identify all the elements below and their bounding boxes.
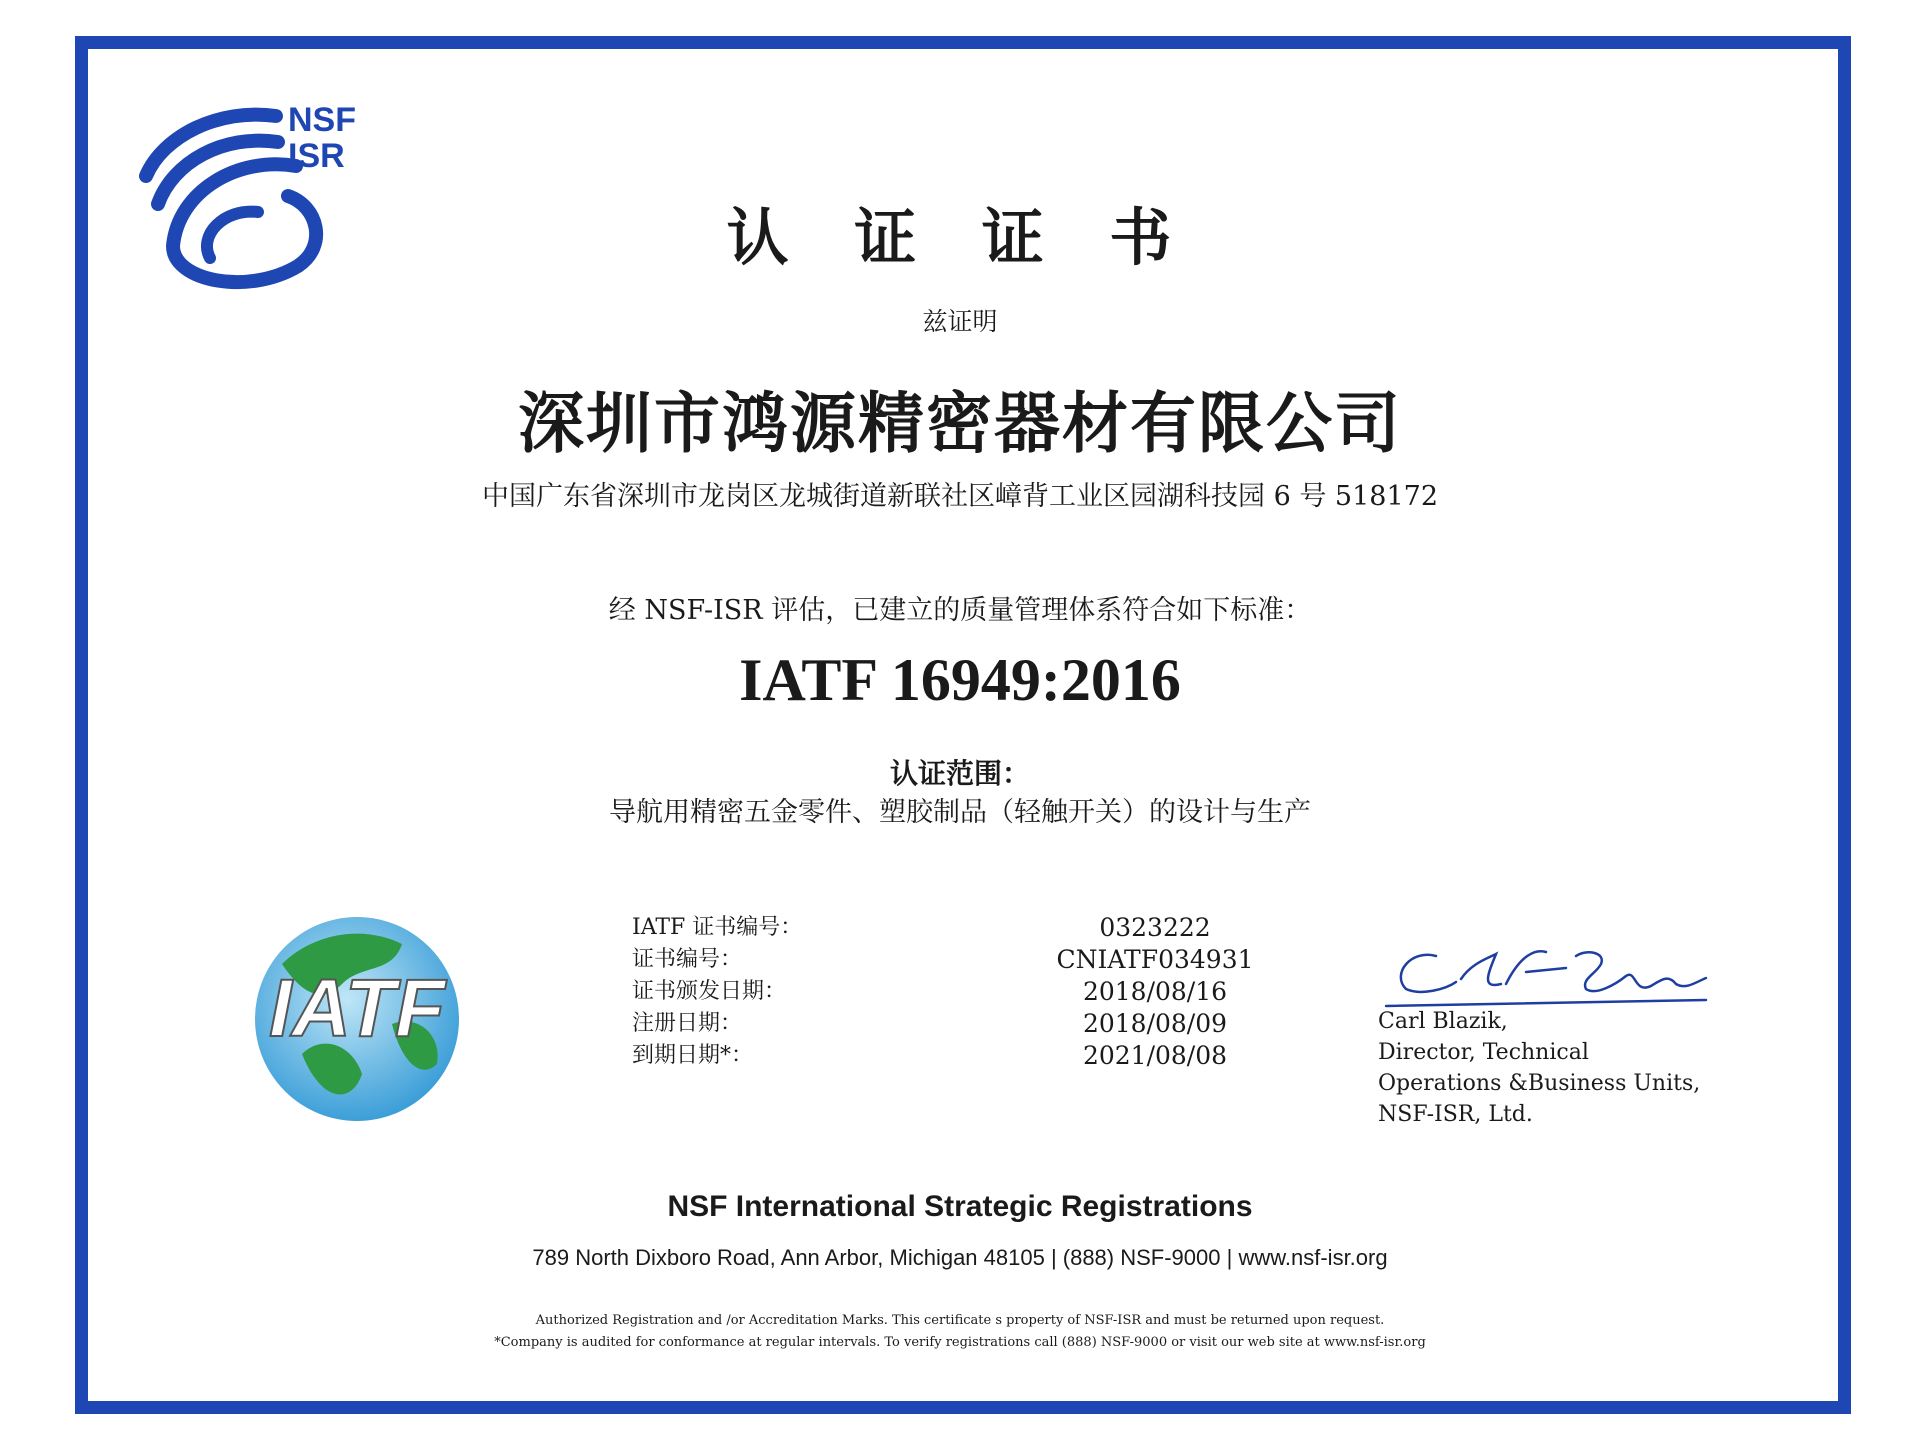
label-expiry-date: 到期日期*： — [632, 1043, 754, 1068]
assessment-statement: 经 NSF-ISR 评估，已建立的质量管理体系符合如下标准： — [608, 595, 1312, 626]
standard-name: IATF 16949:2016 — [739, 647, 1181, 713]
signatory-company: NSF-ISR, Ltd. — [1378, 1102, 1533, 1127]
iatf-logo-text: IATF — [268, 963, 446, 1054]
signature — [1376, 934, 1716, 1014]
label-cert-no: 证书编号： — [632, 947, 743, 972]
label-issue-date: 证书颁发日期： — [632, 979, 787, 1004]
details-labels — [632, 912, 802, 1072]
company-address: 中国广东省深圳市龙岗区龙城街道新联社区嶂背工业区园湖科技园 6 号 518172 — [482, 481, 1438, 512]
fine-print-line-1: Authorized Registration and /or Accreditation Marks. This certificate s property of NSF-ISR and must be returned upon request. — [535, 1313, 1385, 1328]
issuing-organization: NSF International Strategic Registrations — [667, 1190, 1253, 1223]
nsf-logo-text: NSF — [288, 101, 356, 139]
value-expiry-date: 2021/08/08 — [1082, 1041, 1228, 1070]
signatory-title-1: Director, Technical — [1378, 1040, 1589, 1065]
label-iatf-cert-no: IATF 证书编号： — [632, 915, 803, 940]
iatf-globe-logo — [242, 904, 472, 1124]
details-values — [1010, 912, 1300, 1072]
scope-text: 导航用精密五金零件、塑胶制品（轻触开关）的设计与生产 — [609, 797, 1311, 828]
isr-logo-text: ISR — [288, 137, 345, 175]
certify-text: 兹证明 — [922, 307, 998, 336]
value-iatf-cert-no: 0323222 — [1099, 913, 1211, 942]
company-name: 深圳市鸿源精密器材有限公司 — [518, 384, 1402, 462]
value-cert-no: CNIATF034931 — [1056, 945, 1254, 974]
signatory-title-2: Operations &Business Units, — [1378, 1071, 1701, 1096]
value-issue-date: 2018/08/16 — [1082, 977, 1228, 1006]
signatory-block — [1378, 1006, 1700, 1130]
signatory-name: Carl Blazik, — [1378, 1009, 1508, 1034]
value-registration-date: 2018/08/09 — [1082, 1009, 1228, 1038]
label-registration-date: 注册日期： — [632, 1011, 743, 1036]
fine-print-line-2: *Company is audited for conformance at regular intervals. To verify registrations call (888) NSF-9000 or visit our web site at www.nsf-isr.org — [494, 1335, 1426, 1350]
scope-heading: 认证范围： — [889, 757, 1030, 790]
certificate-title: 认 证 证 书 — [726, 201, 1194, 274]
fine-print — [0, 1310, 1920, 1354]
organization-address: 789 North Dixboro Road, Ann Arbor, Michigan 48105 | (888) NSF-9000 | www.nsf-isr.org — [532, 1245, 1388, 1270]
